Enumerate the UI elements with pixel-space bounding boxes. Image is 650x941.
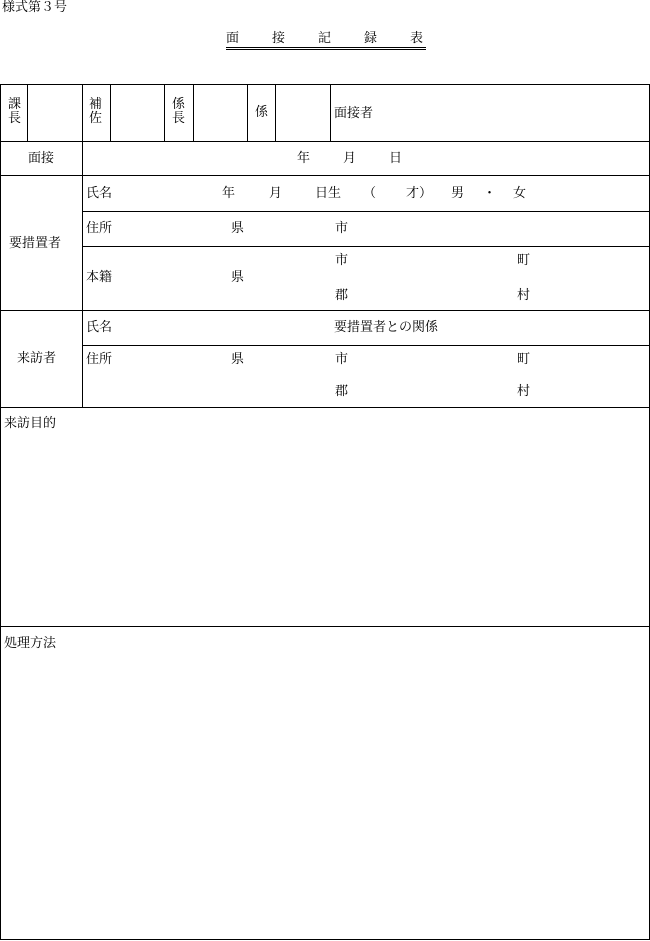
title-char: 表 [410,31,424,46]
title-char: 記 [318,31,332,46]
subject-honseki-shi: 市 [335,253,349,268]
visitor-address-gun: 郡 [335,384,349,399]
grid-line [0,939,650,940]
visitor-relation-label: 要措置者との関係 [334,320,439,335]
subject-label: 要措置者 [9,236,62,251]
interview-day: 日 [389,151,403,166]
grid-line [247,84,248,141]
subject-address-ken: 県 [231,221,245,236]
kakaricho-stamp-box[interactable] [194,85,247,141]
grid-line [0,626,650,627]
subject-name-label: 氏名 [86,186,113,201]
visitor-address-son: 村 [517,384,531,399]
interviewer-label: 面接者 [334,106,374,121]
subject-honseki-field[interactable] [116,247,649,310]
subject-honseki-son: 村 [517,288,531,303]
kakari-stamp-box[interactable] [276,85,330,141]
subject-birth-day: 日生 [315,186,342,201]
subject-honseki-label: 本籍 [86,270,113,285]
grid-line [0,175,650,176]
hosa-label: 補佐 [89,97,103,126]
subject-sex-separator: ・ [483,186,497,201]
form-number: 様式第３号 [2,0,68,15]
title-underline-second [226,49,426,50]
kakaricho-label: 係長 [172,97,186,126]
subject-address-field[interactable] [116,212,649,246]
subject-sex-female[interactable]: 女 [513,186,527,201]
subject-honseki-cho: 町 [517,253,531,268]
kacho-stamp-box[interactable] [28,85,82,141]
interview-date-field[interactable] [83,142,649,175]
subject-honseki-ken: 県 [231,270,245,285]
kacho-label: 課長 [8,97,22,126]
visitor-address-label: 住所 [86,352,113,367]
visitor-relation-field[interactable] [460,311,649,345]
visitor-name-label: 氏名 [86,320,113,335]
visitor-address-field[interactable] [116,346,649,407]
subject-age-open: （ [363,186,377,201]
interview-month: 月 [343,151,357,166]
grid-line [0,407,650,408]
interview-date-label: 面接 [28,151,55,166]
visitor-label: 来訪者 [17,351,57,366]
visitor-address-ken: 県 [231,352,245,367]
grid-line [330,84,331,141]
method-label: 処理方法 [4,636,57,651]
title-underline [226,47,426,48]
subject-age-close: 才） [406,186,433,201]
subject-name-field[interactable] [116,177,216,210]
subject-honseki-gun: 郡 [335,288,349,303]
subject-address-shi: 市 [335,221,349,236]
interviewer-field[interactable] [385,85,649,141]
visitor-name-field[interactable] [116,311,328,345]
title-char: 録 [364,31,378,46]
purpose-label: 来訪目的 [4,416,57,431]
subject-address-label: 住所 [86,221,113,236]
interview-year: 年 [297,151,311,166]
subject-birth-month: 月 [269,186,283,201]
grid-line [82,84,83,407]
method-field[interactable] [1,656,649,938]
hosa-stamp-box[interactable] [111,85,164,141]
subject-birth-year: 年 [222,186,236,201]
visitor-address-shi: 市 [335,352,349,367]
visitor-address-cho: 町 [517,352,531,367]
purpose-field[interactable] [1,436,649,625]
kakari-label: 係 [255,105,269,120]
subject-sex-male[interactable]: 男 [451,186,465,201]
title-char: 接 [272,31,286,46]
grid-line [164,84,165,141]
title-char: 面 [226,31,240,46]
